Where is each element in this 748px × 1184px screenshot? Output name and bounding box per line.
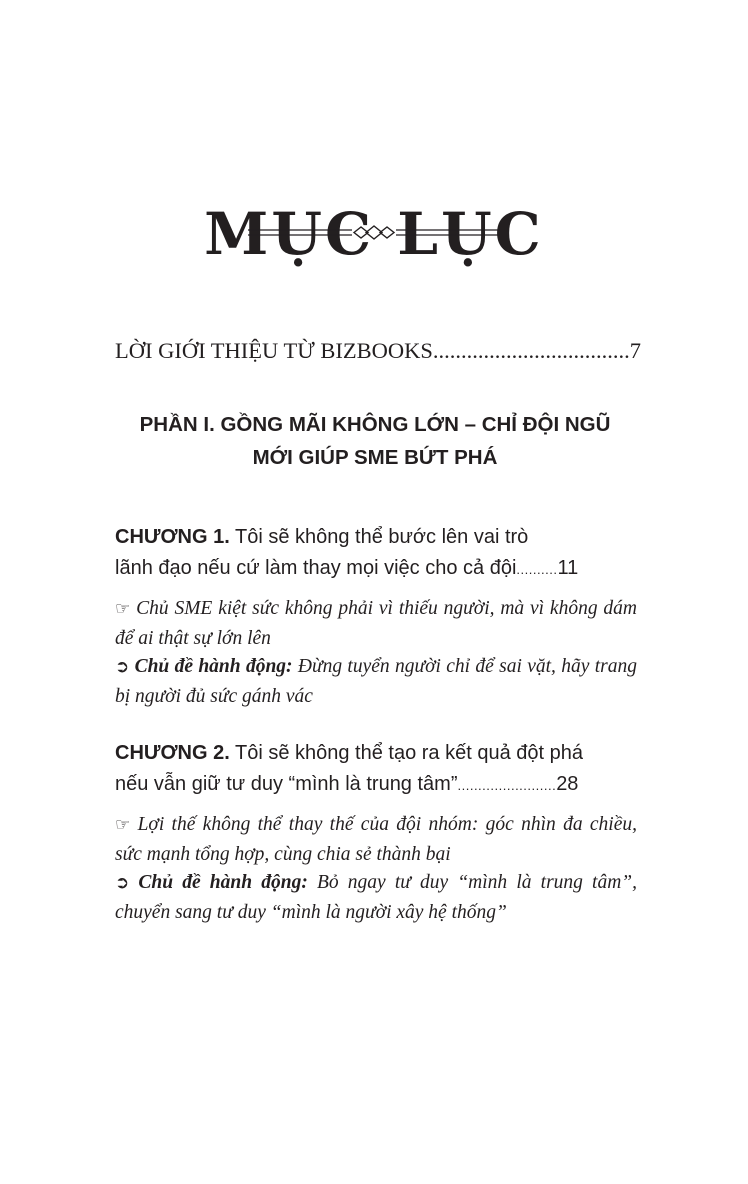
chapter-2-note (115, 810, 637, 869)
toc-entry-intro[interactable] (115, 336, 641, 366)
bold-arrow-icon: ➲ (115, 873, 130, 893)
chapter-title-line-2: nếu vẫn giữ tư duy “mình là trung tâm” (115, 773, 458, 795)
chapter-2-note-text: Lợi thế không thể thay thế của đội nhóm: góc nhìn đa chiều, sức mạnh tổng hợp, cùng chia sẻ thành bại (115, 814, 637, 865)
pointing-hand-icon: ☞ (115, 815, 131, 835)
chapter-title-line-1: Tôi sẽ không thể tạo ra kết quả đột phá (234, 742, 584, 764)
chapter-1-action (115, 652, 637, 711)
chapter-page: 28 (556, 773, 579, 795)
chapter-page: 11 (557, 557, 579, 579)
part-heading (80, 408, 670, 474)
pointing-hand-icon: ☞ (115, 599, 131, 619)
page-title: MỤC LỤC (204, 199, 544, 268)
bold-arrow-icon: ➲ (115, 657, 130, 677)
toc-entry-intro-dots: ................................... (432, 338, 630, 363)
part-heading-line-1: PHẦN I. GỒNG MÃI KHÔNG LỚN – CHỈ ĐỘI NGŨ (139, 413, 611, 436)
chapter-1-note (115, 594, 637, 653)
action-label: Chủ đề hành động: (134, 656, 293, 677)
toc-entry-intro-page: 7 (629, 338, 641, 363)
chapter-2-action (115, 868, 637, 927)
chapter-2-action-text: Bỏ ngay tư duy “mình là trung tâm”, chuyển sang tư duy “mình là người xây hệ thống” (115, 872, 638, 923)
chapter-1-action-text: Đừng tuyển người chỉ để sai vặt, hãy trang bị người đủ sức gánh vác (115, 656, 637, 707)
chapter-dots: .......... (516, 562, 558, 577)
chapter-1-note-text: Chủ SME kiệt sức không phải vì thiếu người, mà vì không dám để ai thật sự lớn lên (115, 598, 637, 649)
action-label: Chủ đề hành động: (138, 872, 308, 893)
ornament-divider-icon (248, 222, 500, 244)
toc-entry-chapter-2[interactable] (115, 738, 637, 801)
chapter-number: CHƯƠNG 1. (115, 526, 230, 548)
part-heading-line-2: MỚI GIÚP SME BỨT PHÁ (252, 446, 498, 469)
chapter-title-line-2: lãnh đạo nếu cứ làm thay mọi việc cho cả đội (115, 557, 517, 579)
chapter-title-line-1: Tôi sẽ không thể bước lên vai trò (234, 526, 529, 548)
chapter-dots: ........................ (457, 778, 557, 793)
toc-entry-intro-label: LỜI GIỚI THIỆU TỪ BIZBOOKS (115, 338, 433, 363)
chapter-number: CHƯƠNG 2. (115, 742, 230, 764)
toc-entry-chapter-1[interactable] (115, 522, 637, 585)
